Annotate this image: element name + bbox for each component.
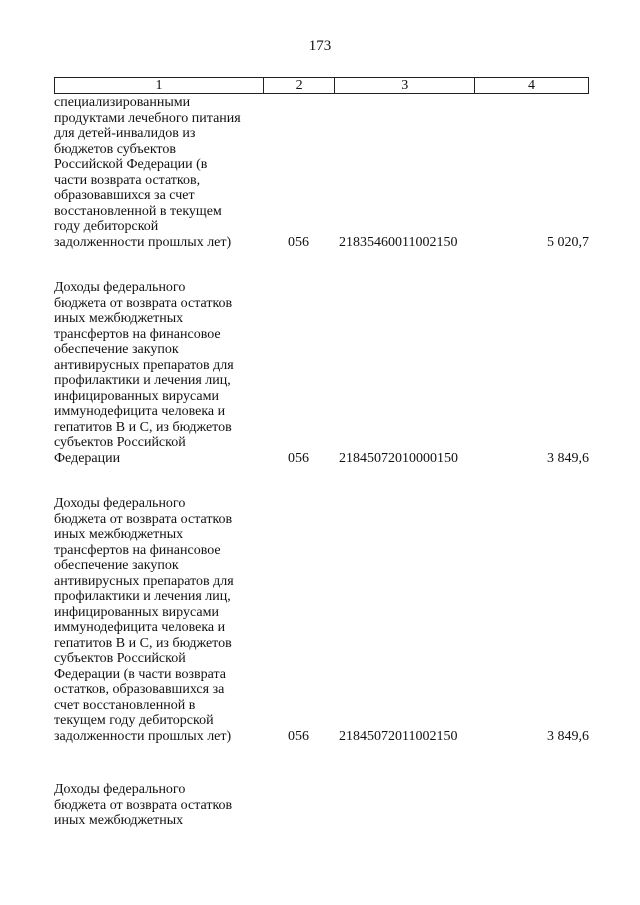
row-description: Доходы федерального бюджета от возврата остатков иных межбюджетных трансфертов на финансовое обеспечение закупок антивирусных препаратов для профилактики и лечения лиц, инфицированных вирусами иммунодефицита человека и гепатитов B и C, из бюджетов субъектов Российской Федерации (в части возврата остатков, образовавшихся за счет восстановленной в текущем году дебиторской задолженности прошлых лет) [54,496,234,744]
row-amount: 3 849,6 [547,450,589,466]
row-budget-code: 21845072010000150 [339,450,458,466]
row-description: специализированными продуктами лечебного питания для детей-инвалидов из бюджетов субъектов Российской Федерации (в части возврата остатков, образовавшихся за счет восстановленной в текущем году дебиторской задолженности прошлых лет) [54,95,241,250]
table-header [54,77,589,94]
table-row [54,782,589,829]
table-row [54,95,589,250]
row-description: Доходы федерального бюджета от возврата остатков иных межбюджетных [54,782,233,828]
header-col-3: 3 [335,78,475,94]
row-amount: 3 849,6 [547,728,589,744]
table-row [54,496,589,744]
header-col-1: 1 [55,78,264,94]
row-admin-code: 056 [288,234,309,250]
header-col-4: 4 [475,78,589,94]
row-budget-code: 21845072011002150 [339,728,458,744]
row-admin-code: 056 [288,728,309,744]
header-col-2: 2 [263,78,334,94]
row-budget-code: 21835460011002150 [339,234,458,250]
page-number: 173 [308,38,332,54]
table-row [54,280,589,466]
row-amount: 5 020,7 [547,234,589,250]
row-admin-code: 056 [288,450,309,466]
row-description: Доходы федерального бюджета от возврата остатков иных межбюджетных трансфертов на финансовое обеспечение закупок антивирусных препаратов для профилактики и лечения лиц, инфицированных вирусами иммунодефицита человека и гепатитов B и C, из бюджетов субъектов Российской Федерации [54,280,234,466]
